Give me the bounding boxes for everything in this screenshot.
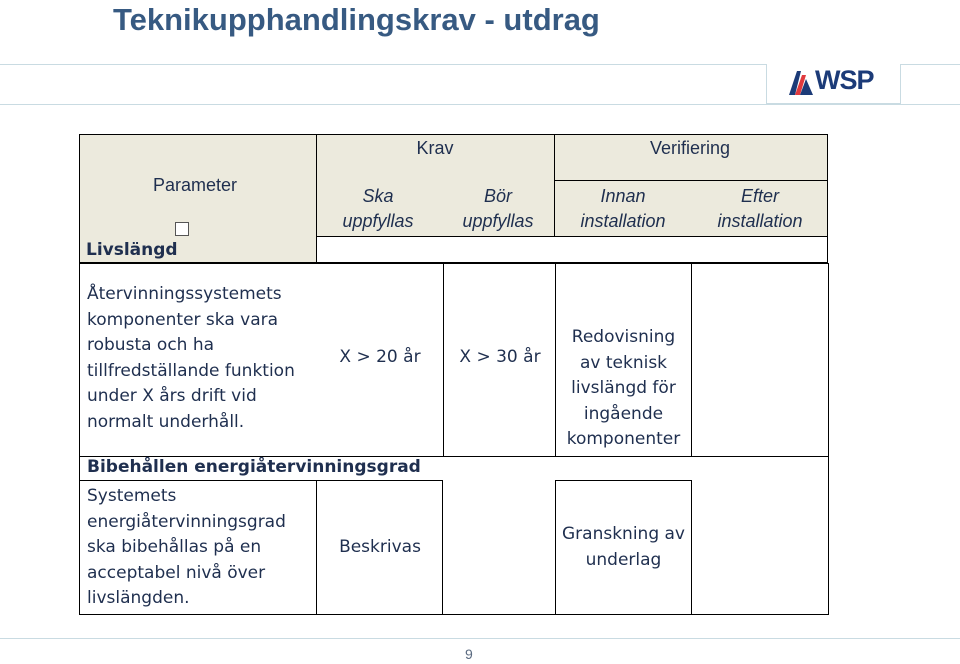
header-bor: Bör uppfyllas <box>462 186 534 231</box>
header-gap-row <box>317 236 828 263</box>
wsp-logo <box>766 64 901 104</box>
header-krav: Krav <box>416 138 454 158</box>
checkbox-icon <box>175 222 189 236</box>
page-title: Teknikupphandlingskrav - utdrag <box>113 2 600 37</box>
value-ska-livslangd: X > 20 år <box>339 347 421 367</box>
divider-bor-left <box>443 263 444 456</box>
header-verifiering: Verifiering <box>649 138 731 158</box>
header-efter: Efter installation <box>717 186 803 231</box>
description-livslangd: Återvinningssystemets komponenter ska vara robusta och ha tillfredställande funktion under X års drift vid normalt underhåll. <box>87 284 295 432</box>
section-label-bibehallen: Bibehållen energiåtervinningsgrad <box>87 457 421 477</box>
header-innan: Innan installation <box>580 186 666 231</box>
logo-text: WSP <box>815 65 874 95</box>
footer-rule <box>0 638 960 639</box>
description-bibehallen: Systemets energiåtervinningsgrad ska bibehållas på en acceptabel nivå över livslängden. <box>87 486 286 609</box>
header-parameter: Parameter <box>153 175 238 195</box>
value-bor-livslangd: X > 30 år <box>459 347 541 367</box>
value-innan-livslangd: Redovisning av teknisk livslängd för ingående komponenter <box>566 327 681 450</box>
value-innan-bibehallen: Granskning av underlag <box>561 524 685 570</box>
header-rule-lower <box>0 104 960 105</box>
header-ska: Ska uppfyllas <box>342 186 414 231</box>
wsp-logo-mark-icon <box>787 67 815 97</box>
value-ska-bibehallen: Beskrivas <box>339 537 421 557</box>
page-number: 9 <box>465 646 473 662</box>
cell-efter-1 <box>692 263 829 456</box>
section-label-livslangd: Livslängd <box>86 240 178 260</box>
header-divider-subrow <box>555 180 828 181</box>
